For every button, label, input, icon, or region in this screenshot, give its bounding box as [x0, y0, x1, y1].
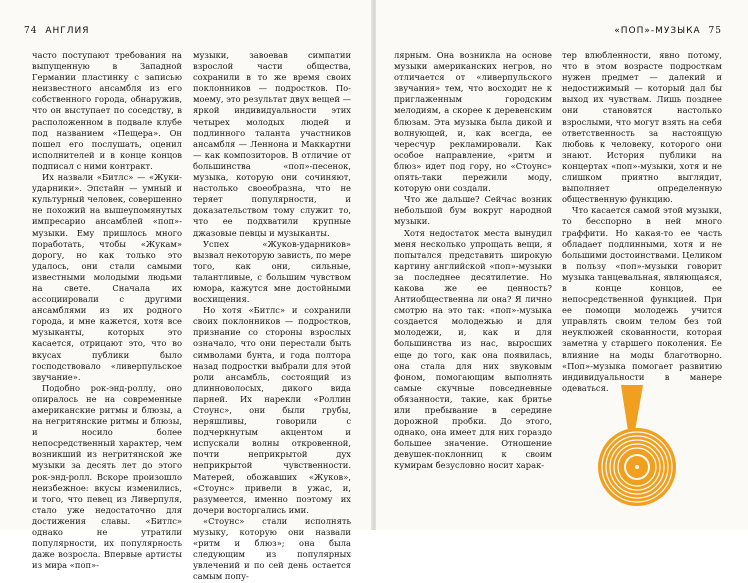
left-page-number: 74 — [24, 26, 38, 36]
paragraph: Подобно рок-энд-роллу, оно опиралось не на современные американские ритмы и блюзы, а на негритянские ритмы и блюзы, и носило более непосредственный характер, чем возникший из негритянской же музыки за десять лет до этого рок-энд-ролл. Вскоре произошло неизбежное: вкусы изменились, и того, что певец из Ливерпуля, стало уже недостаточно для достижения славы. «Битлс» однако не утратили популярности, их популярность даже возросла. Впервые артисты из мира «поп»- — [32, 382, 182, 571]
paragraph: тер влюбленности, явно потому, что в этом возрасте подросткам нужен предмет — далекий и недостижимый — который дал бы выход их чувствам. Лишь позднее они становятся настолько взрослыми, что могут взять на себя ответственность за настоящую любовь к человеку, которого они знают. История публики на концертах «поп»-музыки, хотя и не слишком приятно выглядит, выполняет определенную общественную функцию. — [562, 50, 722, 205]
paragraph: лярным. Она возникла на основе музыки американских негров, но отличается от «ливерпульского звучания» тем, что восходит не к приглаженным городским мелодиям, а скорее к деревенским блюзам. Эта музыка была дикой и волнующей, и, как всегда, ее чересчур рекламировали. Как особое направление, «ритм и блюз» идет под гору, но «Стоунс» опять-таки пережили моду, которую они создали. — [394, 50, 552, 194]
left-column-1 — [32, 50, 182, 571]
right-running-title: «ПОП»-МУЗЫКА — [614, 26, 701, 36]
right-column-1 — [394, 50, 552, 472]
left-column-2 — [193, 50, 351, 583]
left-running-title: АНГЛИЯ — [45, 26, 90, 36]
left-running-head — [20, 26, 90, 36]
exclamation-bar — [621, 385, 643, 431]
paragraph: Что касается самой этой музыки, то бесспорно в ней много граффити. Но какая-то ее часть обладает подлинными, хотя и не большими достоинствами. Целиком в пользу «поп»-музыки говорит музыка танцевальная, являющаяся, в конце концов, ее непосредственной функцией. При ее помощи молодежь учится управлять своим телом без той неуклюжей скованности, которая заметна у старшего поколения. Ее влияние на моды благотворно. «Поп»-музыка помогает развитию индивидуальности в манере одеваться. — [562, 205, 722, 393]
paragraph: музыки, завоевав симпатии взрослой части общества, сохранили в то же время своих поклонников — подростков. По-моему, это результат двух вещей — яркой индивидуальности этих четырех молодых людей и подлинного таланта участников ансамбля — Леннона и Маккартни — как композиторов. В отличие от большинства «поп»-песенок, музыка, которую они сочиняют, настолько своеобразна, что не теряет популярности, и доказательством тому служит то, что ее подхватили крупные джазовые певцы и музыканты. — [193, 50, 351, 238]
paragraph: Что же дальше? Сейчас возник небольшой бум вокруг народной музыки. — [394, 194, 552, 227]
paragraph: «Стоунс» стали исполнять музыку, которую они назвали «ритм и блюз»; она была следующим из популярных увлечений и по сей день остается самым попу- — [193, 515, 351, 582]
exclamation-record-icon — [583, 383, 691, 508]
paragraph: часто поступают требования на выпущенную в Западной Германии пластинку с записью неизвестного ансамбля из его собственного города, обнаружив, что он выступает по соседству, в расположенном в подвале клубе под названием «Пещера». Он пошел его послушать, оценил исполнителей и в конце концов подписал с ними контракт. — [32, 50, 182, 171]
right-page — [376, 0, 748, 530]
vinyl-record-icon — [598, 428, 676, 506]
paragraph: Их назвали «Битлс» — «Жуки-ударники». Эпстайн — умный и культурный человек, совершенно не похожий на вышеупомянутых импресарио ансамблей «поп»-музыки. Ему пришлось много поработать, чтобы «Жукам» дорогу, но как только это удалось, они стали самыми известными молодыми людьми на свете. Сначала их ассоциировали с другими ансамблями из их родного города, и мне кажется, хотя все музыканты, которых это касается, отрицают это, что во вкусах публики было господствовало «ливерпульское звучание». — [32, 172, 182, 382]
right-running-head — [614, 26, 726, 36]
right-column-2 — [562, 50, 722, 394]
paragraph: Хотя недостаток места вынудил меня несколько упрощать вещи, я попытался представить широкую картину английской «поп»-музыки за последнее десятилетие. Но какова же ее ценность? Антиобщественна ли она? Я лично смотрю на это так: «поп»-музыка создается молодежью и для молодежи, и, как и для большинства из нас, выросших еще до того, как она появилась, она стала для них звуковым фоном, помогающим выполнять самые скучные повседневные обязанности, такие, как бритье или пребывание в середине дорожной пробки. До этого, однако, она имеет для них гораздо большее значение. Отношение девушек-поклонниц к своим кумирам безусловно носит харак- — [394, 227, 552, 471]
paragraph: Успех «Жуков-ударников» вызвал некоторую зависть, по мере того, как они, сильные, талантливые, с большим чувством юмора, кажутся мне достойными восхищения. — [193, 238, 351, 305]
right-page-number: 75 — [708, 26, 722, 36]
left-page — [0, 0, 372, 582]
paragraph: Но хотя «Битлс» и сохранили своих поклонников — подростков, признание со стороны взрослых означало, что они перестали быть символами бунта, и года полтора назад подростки выбрали для этой роли ансамбль, состоящий из длинноволосых, дикого вида парней. Их нарекли «Роллин Стоунс», они были грубы, неряшливы, говорили с подчеркнутым акцентом и испускали волны откровенной, почти неприкрытой дух неприкрытой чувственности. Матерей, обожавших «Жуков», «Стоунс» привели в ужас, и, разумеется, именно поэтому их дочери восторгались ими. — [193, 305, 351, 515]
